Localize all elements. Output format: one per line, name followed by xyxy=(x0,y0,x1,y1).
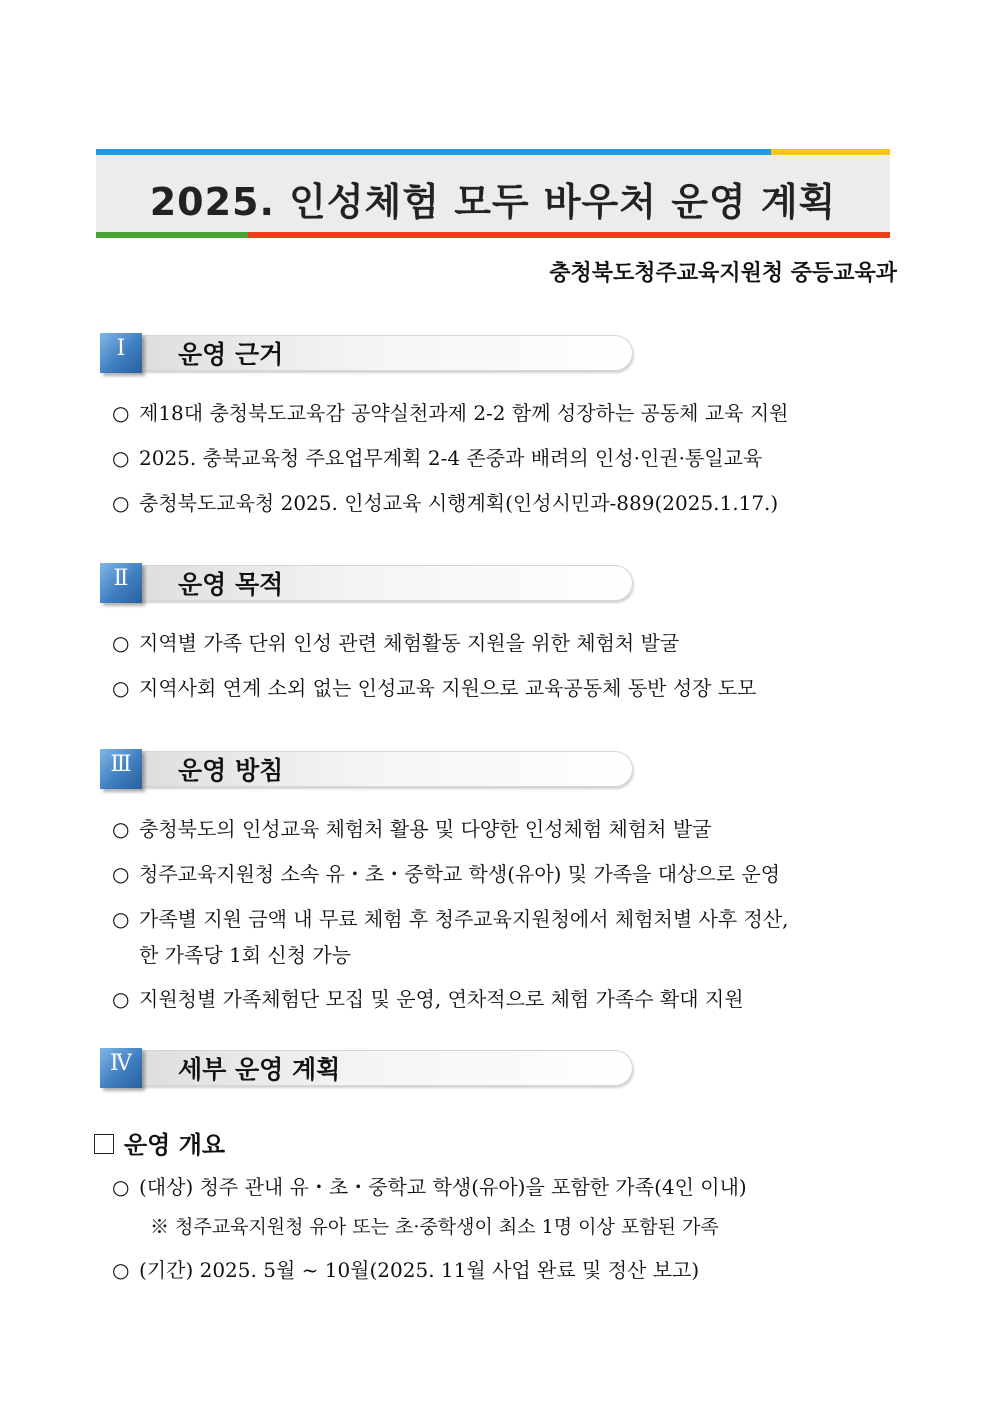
section-numeral: Ⅳ xyxy=(110,1051,132,1076)
bullet-circle: ○ xyxy=(112,907,130,931)
document-title: 2025. 인성체험 모두 바우처 운영 계획 xyxy=(149,180,837,224)
stripe-blue xyxy=(96,149,771,155)
bullet-circle: ○ xyxy=(112,631,130,655)
list-item xyxy=(112,815,712,843)
section-number-box xyxy=(100,333,142,373)
section-header-purpose xyxy=(100,563,635,603)
section-numeral: Ⅱ xyxy=(113,566,129,591)
stripe-green xyxy=(96,232,248,238)
stripe-yellow xyxy=(771,149,890,155)
section-numeral: Ⅲ xyxy=(110,752,132,777)
list-item xyxy=(112,399,788,427)
bullet-circle: ○ xyxy=(112,446,130,470)
overview-heading xyxy=(94,1125,225,1160)
list-item xyxy=(112,629,679,657)
list-item xyxy=(112,905,789,933)
title-top-stripe xyxy=(96,149,890,155)
overview-heading-text: 운영 개요 xyxy=(124,1131,226,1159)
section-title: 운영 방침 xyxy=(178,756,284,785)
stripe-red xyxy=(248,232,890,238)
list-item-text: 가족별 지원 금액 내 무료 체험 후 청주교육지원청에서 체험처별 사후 정산, xyxy=(139,907,789,931)
list-item-text: (기간) 2025. 5월 ~ 10월(2025. 11월 사업 완료 및 정산 보고) xyxy=(139,1258,700,1282)
list-item-continuation: 한 가족당 1회 신청 가능 xyxy=(139,943,352,967)
section-number-box xyxy=(100,1048,142,1088)
list-item-text: 지역별 가족 단위 인성 관련 체험활동 지원을 위한 체험처 발굴 xyxy=(139,631,680,655)
bullet-circle: ○ xyxy=(112,817,130,841)
bullet-circle: ○ xyxy=(112,862,130,886)
list-item xyxy=(112,1256,699,1284)
section-numeral: Ⅰ xyxy=(116,336,126,361)
list-item-text: 지역사회 연계 소외 없는 인성교육 지원으로 교육공동체 동반 성장 도모 xyxy=(139,676,757,700)
list-item-text: 충청북도교육청 2025. 인성교육 시행계획(인성시민과-889(2025.1.17.) xyxy=(139,491,779,515)
bullet-circle: ○ xyxy=(112,1258,130,1282)
overview-note: ※ 청주교육지원청 유아 또는 초·중학생이 최소 1명 이상 포함된 가족 xyxy=(150,1216,719,1238)
list-item-text: 2025. 충북교육청 주요업무계획 2-4 존중과 배려의 인성·인권·통일교육 xyxy=(139,446,763,470)
list-item xyxy=(112,860,780,888)
list-item-text: 제18대 충청북도교육감 공약실천과제 2-2 함께 성장하는 공동체 교육 지원 xyxy=(139,401,789,425)
checkbox-square-icon xyxy=(94,1134,114,1154)
list-item-text: 지원청별 가족체험단 모집 및 운영, 연차적으로 체험 가족수 확대 지원 xyxy=(139,987,744,1011)
list-item-text: 청주교육지원청 소속 유・초・중학교 학생(유아) 및 가족을 대상으로 운영 xyxy=(139,862,781,886)
list-item xyxy=(112,985,744,1013)
list-item xyxy=(112,674,757,702)
section-number-box xyxy=(100,749,142,789)
section-header-basis xyxy=(100,333,635,373)
title-bottom-stripe xyxy=(96,232,890,238)
section-header-policy xyxy=(100,749,635,789)
bullet-circle: ○ xyxy=(112,676,130,700)
section-title: 운영 목적 xyxy=(178,570,284,599)
section-title: 세부 운영 계획 xyxy=(178,1055,341,1084)
list-item xyxy=(112,1173,747,1201)
bullet-circle: ○ xyxy=(112,491,130,515)
list-item xyxy=(112,444,762,472)
list-item xyxy=(112,489,778,517)
list-item-text: (대상) 청주 관내 유・초・중학교 학생(유아)을 포함한 가족(4인 이내) xyxy=(139,1175,747,1199)
list-item-text: 충청북도의 인성교육 체험처 활용 및 다양한 인성체험 체험처 발굴 xyxy=(139,817,712,841)
bullet-circle: ○ xyxy=(112,987,130,1011)
bullet-circle: ○ xyxy=(112,401,130,425)
bullet-circle: ○ xyxy=(112,1175,130,1199)
department-name: 충청북도청주교육지원청 중등교육과 xyxy=(549,260,897,286)
title-banner xyxy=(96,149,890,238)
section-title: 운영 근거 xyxy=(178,340,284,369)
section-header-detail-plan xyxy=(100,1048,635,1088)
section-number-box xyxy=(100,563,142,603)
